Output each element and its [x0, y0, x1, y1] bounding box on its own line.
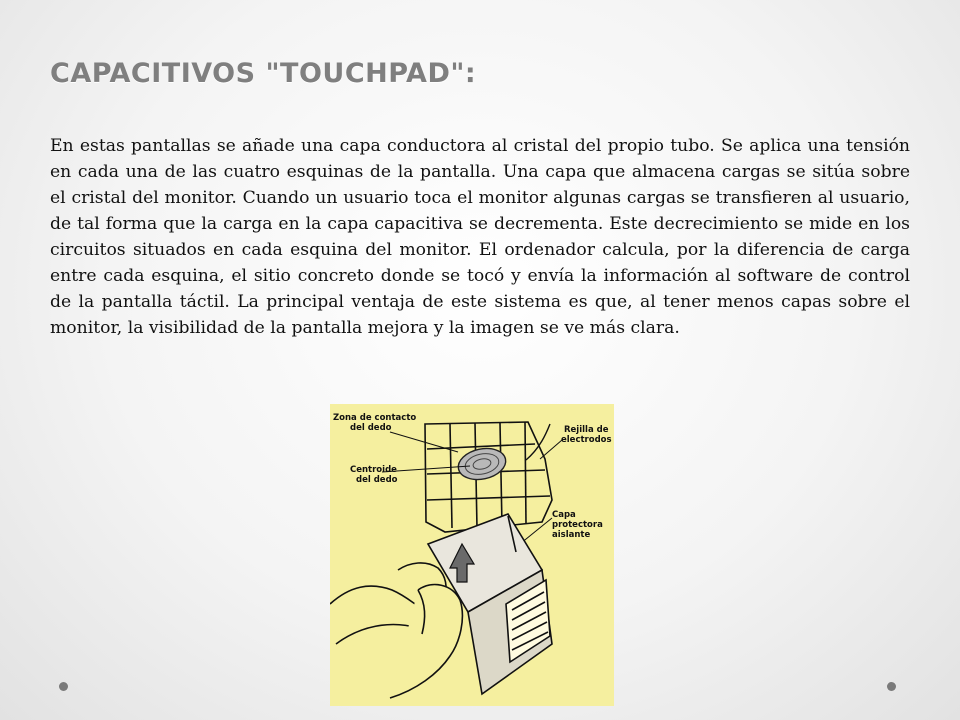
label-grid-line1: Rejilla de	[564, 425, 609, 435]
label-contact-zone-line2: del dedo	[350, 423, 392, 433]
touchpad-illustration	[330, 404, 614, 706]
label-layer-line2: protectora	[552, 520, 603, 530]
label-centroid-line2: del dedo	[356, 475, 398, 485]
label-layer-line1: Capa	[552, 510, 576, 520]
decorative-dot-left	[59, 682, 68, 691]
label-layer-line3: aislante	[552, 530, 591, 540]
touchpad-diagram	[330, 404, 614, 706]
label-centroid-line1: Centroide	[350, 465, 397, 475]
hand-illustration	[330, 563, 462, 698]
label-grid-line2: electrodos	[561, 435, 612, 445]
label-contact-zone-line1: Zona de contacto	[333, 413, 417, 423]
slide-title: CAPACITIVOS "TOUCHPAD":	[50, 58, 477, 89]
slide-body-text: En estas pantallas se añade una capa conductora al cristal del propio tubo. Se aplica una tensión en cada una de las cuatro esquinas de la pantalla. Una capa que almacena cargas se sitúa sobre el cristal del monitor. Cuando un usuario toca el monitor algunas cargas se transfieren al usuario, de tal forma que la carga en la capa capacitiva se decrementa. Este decrecimiento se mide en los circuitos situados en cada esquina del monitor. El ordenador calcula, por la diferencia de carga entre cada esquina, el sitio concreto donde se tocó y envía la información al software de control de la pantalla táctil. La principal ventaja de este sistema es que, al tener menos capas sobre el monitor, la visibilidad de la pantalla mejora y la imagen se ve más clara.	[50, 136, 910, 338]
decorative-dot-right	[887, 682, 896, 691]
